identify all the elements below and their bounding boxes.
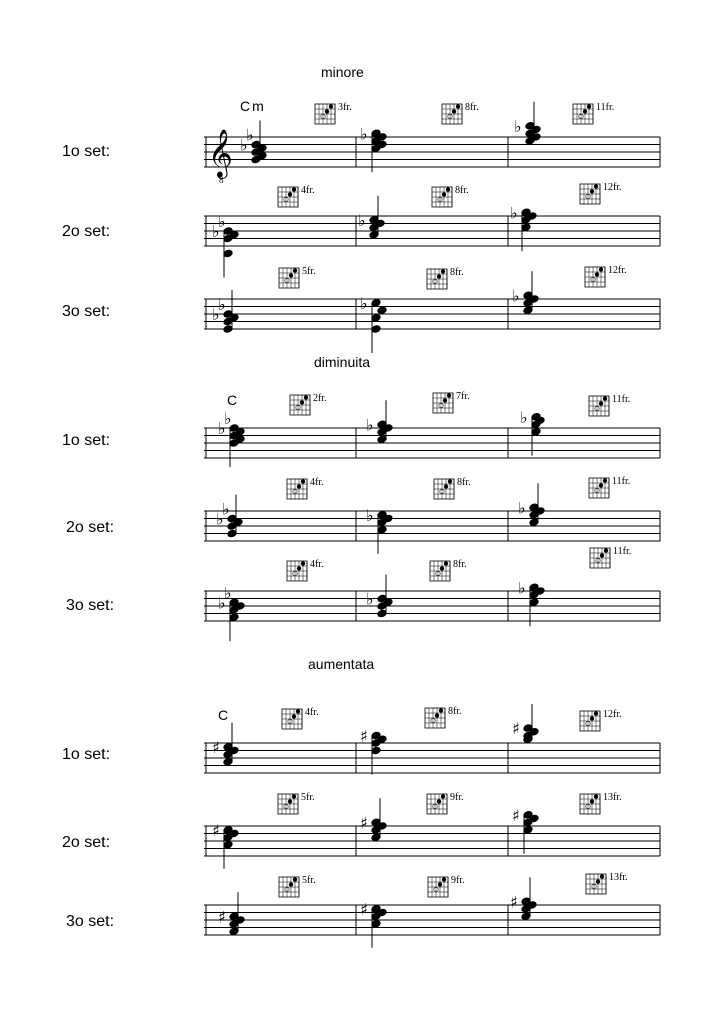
sharp-icon: ♯	[510, 892, 518, 912]
flat-icon: ♭	[366, 589, 374, 609]
fret-label: 4fr.	[310, 559, 324, 570]
finger-dot	[595, 272, 599, 276]
fret-label: 8fr.	[457, 477, 471, 488]
finger-dot	[441, 269, 445, 273]
flat-icon: ♭	[240, 135, 248, 155]
fret-label: 8fr.	[455, 185, 469, 196]
finger-dot	[604, 548, 608, 552]
chord-name-diminuita: C	[227, 392, 238, 408]
flat-icon: ♭	[514, 116, 522, 136]
flat-icon: ♭	[512, 286, 520, 306]
finger-dot	[292, 714, 296, 718]
flat-icon: ♭	[218, 593, 226, 613]
fret-label: 2fr.	[313, 393, 327, 404]
finger-dot	[292, 187, 296, 191]
flat-icon: ♭	[366, 415, 374, 435]
finger-dot	[444, 484, 448, 488]
finger-dot	[297, 484, 301, 488]
fret-label: 12fr.	[603, 709, 622, 720]
flat-icon: ♭	[358, 210, 366, 230]
sharp-icon: ♯	[212, 737, 220, 757]
finger-dot	[292, 794, 296, 798]
row-label-diminuita-2: 2o set:	[66, 519, 115, 536]
fret-label: 3fr.	[338, 102, 352, 113]
sharp-icon: ♯	[512, 719, 520, 738]
finger-dot	[296, 709, 300, 713]
sharp-icon: ♯	[360, 899, 368, 919]
finger-dot	[301, 479, 305, 483]
finger-dot	[600, 553, 604, 557]
finger-dot	[304, 395, 308, 399]
row-label-aumentata-2: 2o set:	[62, 834, 111, 851]
fret-label: 12fr.	[608, 265, 627, 276]
finger-dot	[456, 104, 460, 108]
fret-label: 13fr.	[609, 872, 628, 883]
finger-dot	[329, 104, 333, 108]
finger-dot	[288, 799, 292, 803]
fret-label: 11fr.	[596, 102, 615, 113]
flat-icon: ♭	[212, 222, 220, 241]
sharp-icon: ♯	[512, 805, 520, 825]
flat-icon: ♭	[520, 407, 528, 427]
flat-icon: ♭	[246, 125, 254, 145]
row-label-diminuita-3: 3o set:	[66, 597, 115, 614]
fret-label: 11fr.	[613, 546, 632, 557]
row-label-aumentata-1: 1o set:	[62, 746, 111, 763]
flat-icon: ♭	[510, 203, 518, 223]
finger-dot	[603, 396, 607, 400]
finger-dot	[289, 882, 293, 886]
finger-dot	[599, 401, 603, 405]
finger-dot	[599, 483, 603, 487]
fret-label: 4fr.	[305, 707, 319, 718]
flat-icon: ♭	[360, 293, 368, 313]
finger-dot	[300, 400, 304, 404]
row-label-aumentata-3: 3o set:	[66, 913, 115, 930]
fret-label: 8fr.	[448, 706, 462, 717]
flat-icon: ♭	[218, 419, 226, 438]
finger-dot	[594, 711, 598, 715]
finger-dot	[447, 393, 451, 397]
flat-icon: ♭	[366, 505, 374, 525]
finger-dot	[452, 109, 456, 113]
finger-dot	[440, 566, 444, 570]
finger-dot	[441, 794, 445, 798]
finger-dot	[590, 716, 594, 720]
flat-icon: ♭	[222, 499, 230, 519]
finger-dot	[301, 561, 305, 565]
flat-icon: ♭	[518, 498, 526, 518]
treble-clef-icon: 𝄞	[208, 128, 233, 177]
clef-octave-mark: 8	[219, 175, 224, 185]
section-title-diminuita: diminuita	[314, 354, 371, 370]
fret-label: 11fr.	[612, 476, 631, 487]
flat-icon: ♭	[212, 305, 220, 324]
finger-dot	[443, 398, 447, 402]
flat-icon: ♭	[224, 583, 232, 603]
section-title-aumentata: aumentata	[308, 656, 375, 672]
row-label-minore-3: 3o set:	[62, 303, 111, 320]
finger-dot	[590, 189, 594, 193]
finger-dot	[288, 192, 292, 196]
flat-icon: ♭	[360, 124, 368, 144]
finger-dot	[442, 192, 446, 196]
fret-label: 13fr.	[603, 792, 622, 803]
fret-label: 8fr.	[450, 267, 464, 278]
finger-dot	[596, 879, 600, 883]
finger-dot	[587, 104, 591, 108]
finger-dot	[289, 273, 293, 277]
fret-label: 9fr.	[451, 875, 465, 886]
finger-dot	[293, 268, 297, 272]
row-label-minore-1: 1o set:	[62, 143, 111, 160]
finger-dot	[583, 109, 587, 113]
finger-dot	[437, 274, 441, 278]
sharp-icon: ♯	[212, 820, 220, 840]
fret-label: 5fr.	[302, 266, 316, 277]
finger-dot	[599, 267, 603, 271]
fret-label: 8fr.	[453, 559, 467, 570]
finger-dot	[325, 109, 329, 113]
flat-icon: ♭	[216, 509, 224, 529]
finger-dot	[444, 561, 448, 565]
sharp-icon: ♯	[360, 813, 368, 833]
finger-dot	[437, 799, 441, 803]
sharp-icon: ♯	[360, 726, 368, 746]
fret-label: 7fr.	[456, 391, 470, 402]
finger-dot	[590, 799, 594, 803]
finger-dot	[442, 877, 446, 881]
fret-label: 5fr.	[301, 792, 315, 803]
fret-label: 11fr.	[612, 394, 631, 405]
chord-name-aumentata: C	[218, 707, 229, 723]
finger-dot	[448, 479, 452, 483]
fret-label: 8fr.	[465, 102, 479, 113]
fret-label: 4fr.	[310, 477, 324, 488]
finger-dot	[446, 187, 450, 191]
row-label-diminuita-1: 1o set:	[62, 432, 111, 449]
finger-dot	[600, 874, 604, 878]
fret-label: 5fr.	[302, 875, 316, 886]
section-title-minore: minore	[321, 64, 364, 80]
flat-icon: ♭	[218, 295, 226, 314]
sharp-icon: ♯	[218, 907, 226, 927]
finger-dot	[435, 713, 439, 717]
finger-dot	[293, 877, 297, 881]
fret-label: 4fr.	[301, 185, 315, 196]
finger-dot	[594, 794, 598, 798]
flat-icon: ♭	[518, 578, 526, 598]
finger-dot	[297, 566, 301, 570]
fret-label: 9fr.	[450, 792, 464, 803]
row-label-minore-2: 2o set:	[62, 223, 111, 240]
finger-dot	[594, 184, 598, 188]
finger-dot	[439, 708, 443, 712]
finger-dot	[438, 882, 442, 886]
finger-dot	[603, 478, 607, 482]
chord-name-minore: Cm	[240, 98, 266, 114]
flat-icon: ♭	[224, 409, 232, 428]
flat-icon: ♭	[218, 212, 226, 231]
fret-label: 12fr.	[603, 182, 622, 193]
